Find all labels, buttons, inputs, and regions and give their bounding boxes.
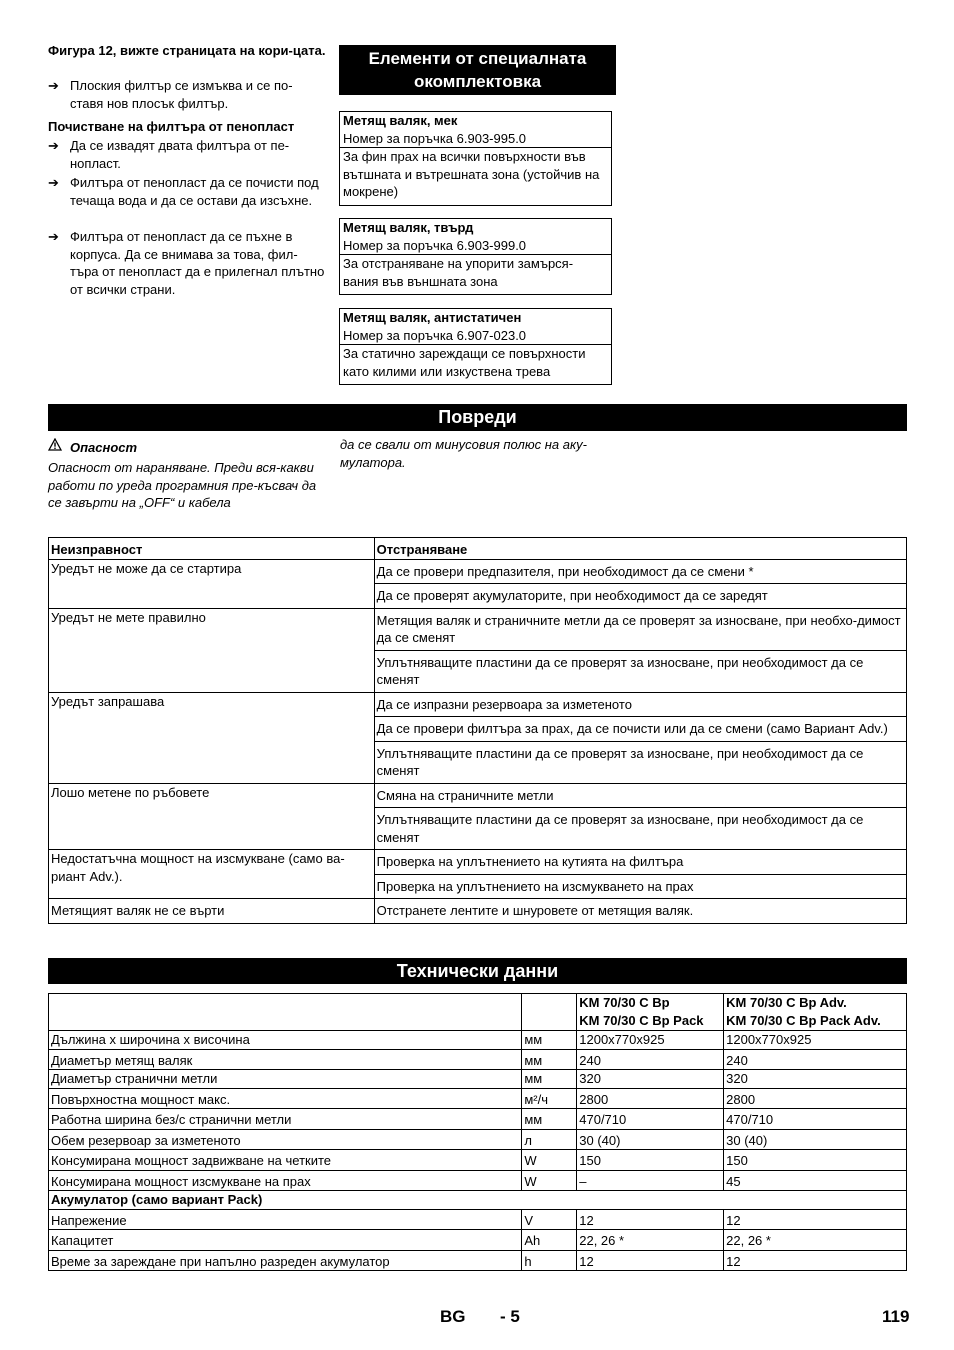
spec-value: 320	[724, 1070, 907, 1089]
spec-value: 30 (40)	[724, 1129, 907, 1150]
fix-cell: Отстранете лентите и шнуровете от метящия валяк.	[374, 899, 906, 924]
table-row	[49, 1088, 907, 1109]
fault-cell: Недостатъчна мощност на изсмукване (само ва-риант Adv.).	[49, 850, 375, 899]
spec-value: 150	[577, 1150, 724, 1171]
table-row	[49, 1070, 907, 1089]
bullet-text: Филтъра от пенопласт да се почисти под течаща вода и да се остави да изсъхне.	[70, 175, 319, 208]
bullet-text: Да се извадят двата филтъра от пе-нопласт.	[70, 138, 290, 171]
fix-cell: Да се провери предпазителя, при необходимост да се смени *	[374, 559, 906, 584]
spec-label: Дължина х широчина х височина	[49, 1031, 522, 1050]
fault-cell: Уредът запрашава	[49, 692, 375, 783]
fault-cell: Метящият валяк не се върти	[49, 899, 375, 924]
spec-label: Повърхностна мощност макс.	[49, 1088, 522, 1109]
bullet-text: Плоския филтър се измъква и се по-ставя нов плосък филтър.	[70, 78, 293, 111]
spec-value: 1200x770x925	[724, 1031, 907, 1050]
spec-unit: V	[522, 1209, 577, 1230]
fault-cell: Лошо метене по ръбовете	[49, 783, 375, 850]
spec-value: 470/710	[724, 1109, 907, 1130]
spec-value: 240	[577, 1049, 724, 1070]
fix-cell: Да се провери филтъра за прах, да се почисти или да се смени (само Вариант Adv.)	[374, 717, 906, 742]
spec-unit: мм	[522, 1109, 577, 1130]
fix-cell: Метящия валяк и страничните метли да се проверят за износване, при необхо-димост да се сменят	[374, 608, 906, 650]
fix-cell: Уплътняващите пластини да се проверят за износване, при необходимост да се сменят	[374, 650, 906, 692]
accessory-desc: За фин прах на всички повърхности във вътшната и вътрешната зона (устойчив на мокрене)	[343, 149, 600, 199]
warning-icon	[48, 438, 62, 456]
table-row	[49, 783, 907, 808]
spec-value: 320	[577, 1070, 724, 1089]
fix-cell: Проверка на уплътнението на кутията на филтъра	[374, 850, 906, 875]
accessory-box	[339, 218, 612, 295]
battery-heading: Акумулатор (само вариант Pack)	[49, 1191, 907, 1210]
spec-unit: h	[522, 1250, 577, 1271]
footer-local-page: - 5	[500, 1307, 520, 1326]
accessories-title: Елементи от специалната окомплектовка	[339, 45, 616, 95]
table-row	[49, 1049, 907, 1070]
accessory-name: Метящ валяк, твърд	[343, 220, 474, 235]
model-name: KM 70/30 C Bp Pack Adv.	[726, 1012, 881, 1028]
spec-value: 240	[724, 1049, 907, 1070]
foam-heading: Почистване на филтъра от пенопласт	[48, 119, 295, 134]
spec-value: 2800	[724, 1088, 907, 1109]
model-header	[577, 994, 724, 1031]
spec-unit: W	[522, 1150, 577, 1171]
model-name: KM 70/30 C Bp Adv.	[726, 995, 847, 1010]
arrow-icon: ➔	[48, 78, 59, 93]
spec-unit: мм	[522, 1070, 577, 1089]
footer-lang: BG	[440, 1307, 466, 1326]
table-row	[49, 1150, 907, 1171]
column-header: Неизправност	[49, 538, 375, 560]
model-header	[724, 994, 907, 1031]
fix-cell: Уплътняващите пластини да се проверят за износване, при необходимост да се сменят	[374, 808, 906, 850]
spec-unit: мм	[522, 1031, 577, 1050]
tech-title: Технически данни	[48, 958, 907, 984]
arrow-icon: ➔	[48, 138, 59, 153]
spec-unit: W	[522, 1170, 577, 1191]
table-row	[49, 559, 907, 584]
tech-table	[48, 993, 907, 1271]
footer-page-number: 119	[882, 1307, 910, 1326]
spec-value: 470/710	[577, 1109, 724, 1130]
table-row	[49, 1031, 907, 1050]
spec-value: 12	[577, 1209, 724, 1230]
spec-value: 12	[724, 1209, 907, 1230]
spec-label: Работна ширина без/с странични метли	[49, 1109, 522, 1130]
spec-label: Обем резервоар за изметеното	[49, 1129, 522, 1150]
spec-value: 45	[724, 1170, 907, 1191]
accessory-name: Метящ валяк, мек	[343, 113, 458, 128]
model-name: KM 70/30 C Bp	[579, 995, 670, 1010]
arrow-icon: ➔	[48, 229, 59, 244]
figure-note: Фигура 12, вижте страницата на кори-цата.	[48, 43, 326, 58]
accessory-desc: За отстраняване на упорити замърся-вания във външната зона	[343, 256, 574, 289]
empty-header-cell	[49, 994, 522, 1031]
spec-value: 30 (40)	[577, 1129, 724, 1150]
spec-label: Диаметър метящ валяк	[49, 1049, 522, 1070]
spec-value: 22, 26 *	[724, 1230, 907, 1251]
spec-value: 150	[724, 1150, 907, 1171]
spec-unit: м²/ч	[522, 1088, 577, 1109]
fix-cell: Уплътняващите пластини да се проверят за износване, при необходимост да се сменят	[374, 741, 906, 783]
spec-label: Диаметър странични метли	[49, 1070, 522, 1089]
model-name: KM 70/30 C Bp Pack	[579, 1012, 704, 1028]
table-row	[49, 1129, 907, 1150]
spec-label: Капацитет	[49, 1230, 522, 1251]
danger-text-cont: да се свали от минусовия полюс на аку-мулатора.	[340, 437, 587, 470]
fix-cell: Да се проверят акумулаторите, при необходимост да се заредят	[374, 584, 906, 609]
spec-unit: Ah	[522, 1230, 577, 1251]
empty-header-cell	[522, 994, 577, 1031]
spec-unit: л	[522, 1129, 577, 1150]
accessory-name: Метящ валяк, антистатичен	[343, 310, 522, 325]
accessory-order: Номер за поръчка 6.903-995.0	[343, 130, 527, 146]
table-row	[49, 1109, 907, 1130]
fix-cell: Да се изпразни резервоара за изметеното	[374, 692, 906, 717]
spec-value: 22, 26 *	[577, 1230, 724, 1251]
column-header: Отстраняване	[374, 538, 906, 560]
table-row	[49, 1250, 907, 1271]
accessory-box	[339, 111, 612, 206]
table-row	[49, 1209, 907, 1230]
fault-cell: Уредът не може да се стартира	[49, 559, 375, 608]
spec-label: Консумирана мощност изсмукване на прах	[49, 1170, 522, 1191]
spec-value: 12	[724, 1250, 907, 1271]
table-row	[49, 608, 907, 650]
table-row	[49, 850, 907, 875]
accessory-order: Номер за поръчка 6.907-023.0	[343, 327, 527, 343]
danger-text: Опасност от нараняване. Преди вся-какви работи по уреда програмния пре-късвач да се завърти на „OFF“ и кабела	[48, 460, 317, 510]
spec-unit: мм	[522, 1049, 577, 1070]
danger-label: Опасност	[70, 440, 138, 455]
accessory-desc: За статично зареждащи се повърхности като килими или изкуствена трева	[343, 346, 586, 379]
faults-table	[48, 537, 907, 924]
spec-value: 12	[577, 1250, 724, 1271]
spec-value: 2800	[577, 1088, 724, 1109]
table-row	[49, 1230, 907, 1251]
spec-value: 1200x770x925	[577, 1031, 724, 1050]
spec-label: Време за зареждане при напълно разреден акумулатор	[49, 1250, 522, 1271]
accessory-box	[339, 308, 612, 385]
table-row	[49, 692, 907, 717]
table-row	[49, 1170, 907, 1191]
table-row	[49, 1191, 907, 1210]
table-header-row	[49, 538, 907, 560]
accessory-order: Номер за поръчка 6.903-999.0	[343, 237, 527, 253]
spec-label: Напрежение	[49, 1209, 522, 1230]
fault-cell: Уредът не мете правилно	[49, 608, 375, 692]
arrow-icon: ➔	[48, 175, 59, 190]
table-header-row	[49, 994, 907, 1031]
bullet-text: Филтъра от пенопласт да се пъхне в корпуса. Да се внимава за това, фил-търа от пенопласт да е прилегнал плътно от всички страни.	[70, 229, 325, 297]
spec-label: Консумирана мощност задвижване на четките	[49, 1150, 522, 1171]
fix-cell: Смяна на страничните метли	[374, 783, 906, 808]
table-row	[49, 899, 907, 924]
faults-title: Повреди	[48, 404, 907, 431]
spec-value: –	[577, 1170, 724, 1191]
fix-cell: Проверка на уплътнението на изсмукването на прах	[374, 874, 906, 899]
